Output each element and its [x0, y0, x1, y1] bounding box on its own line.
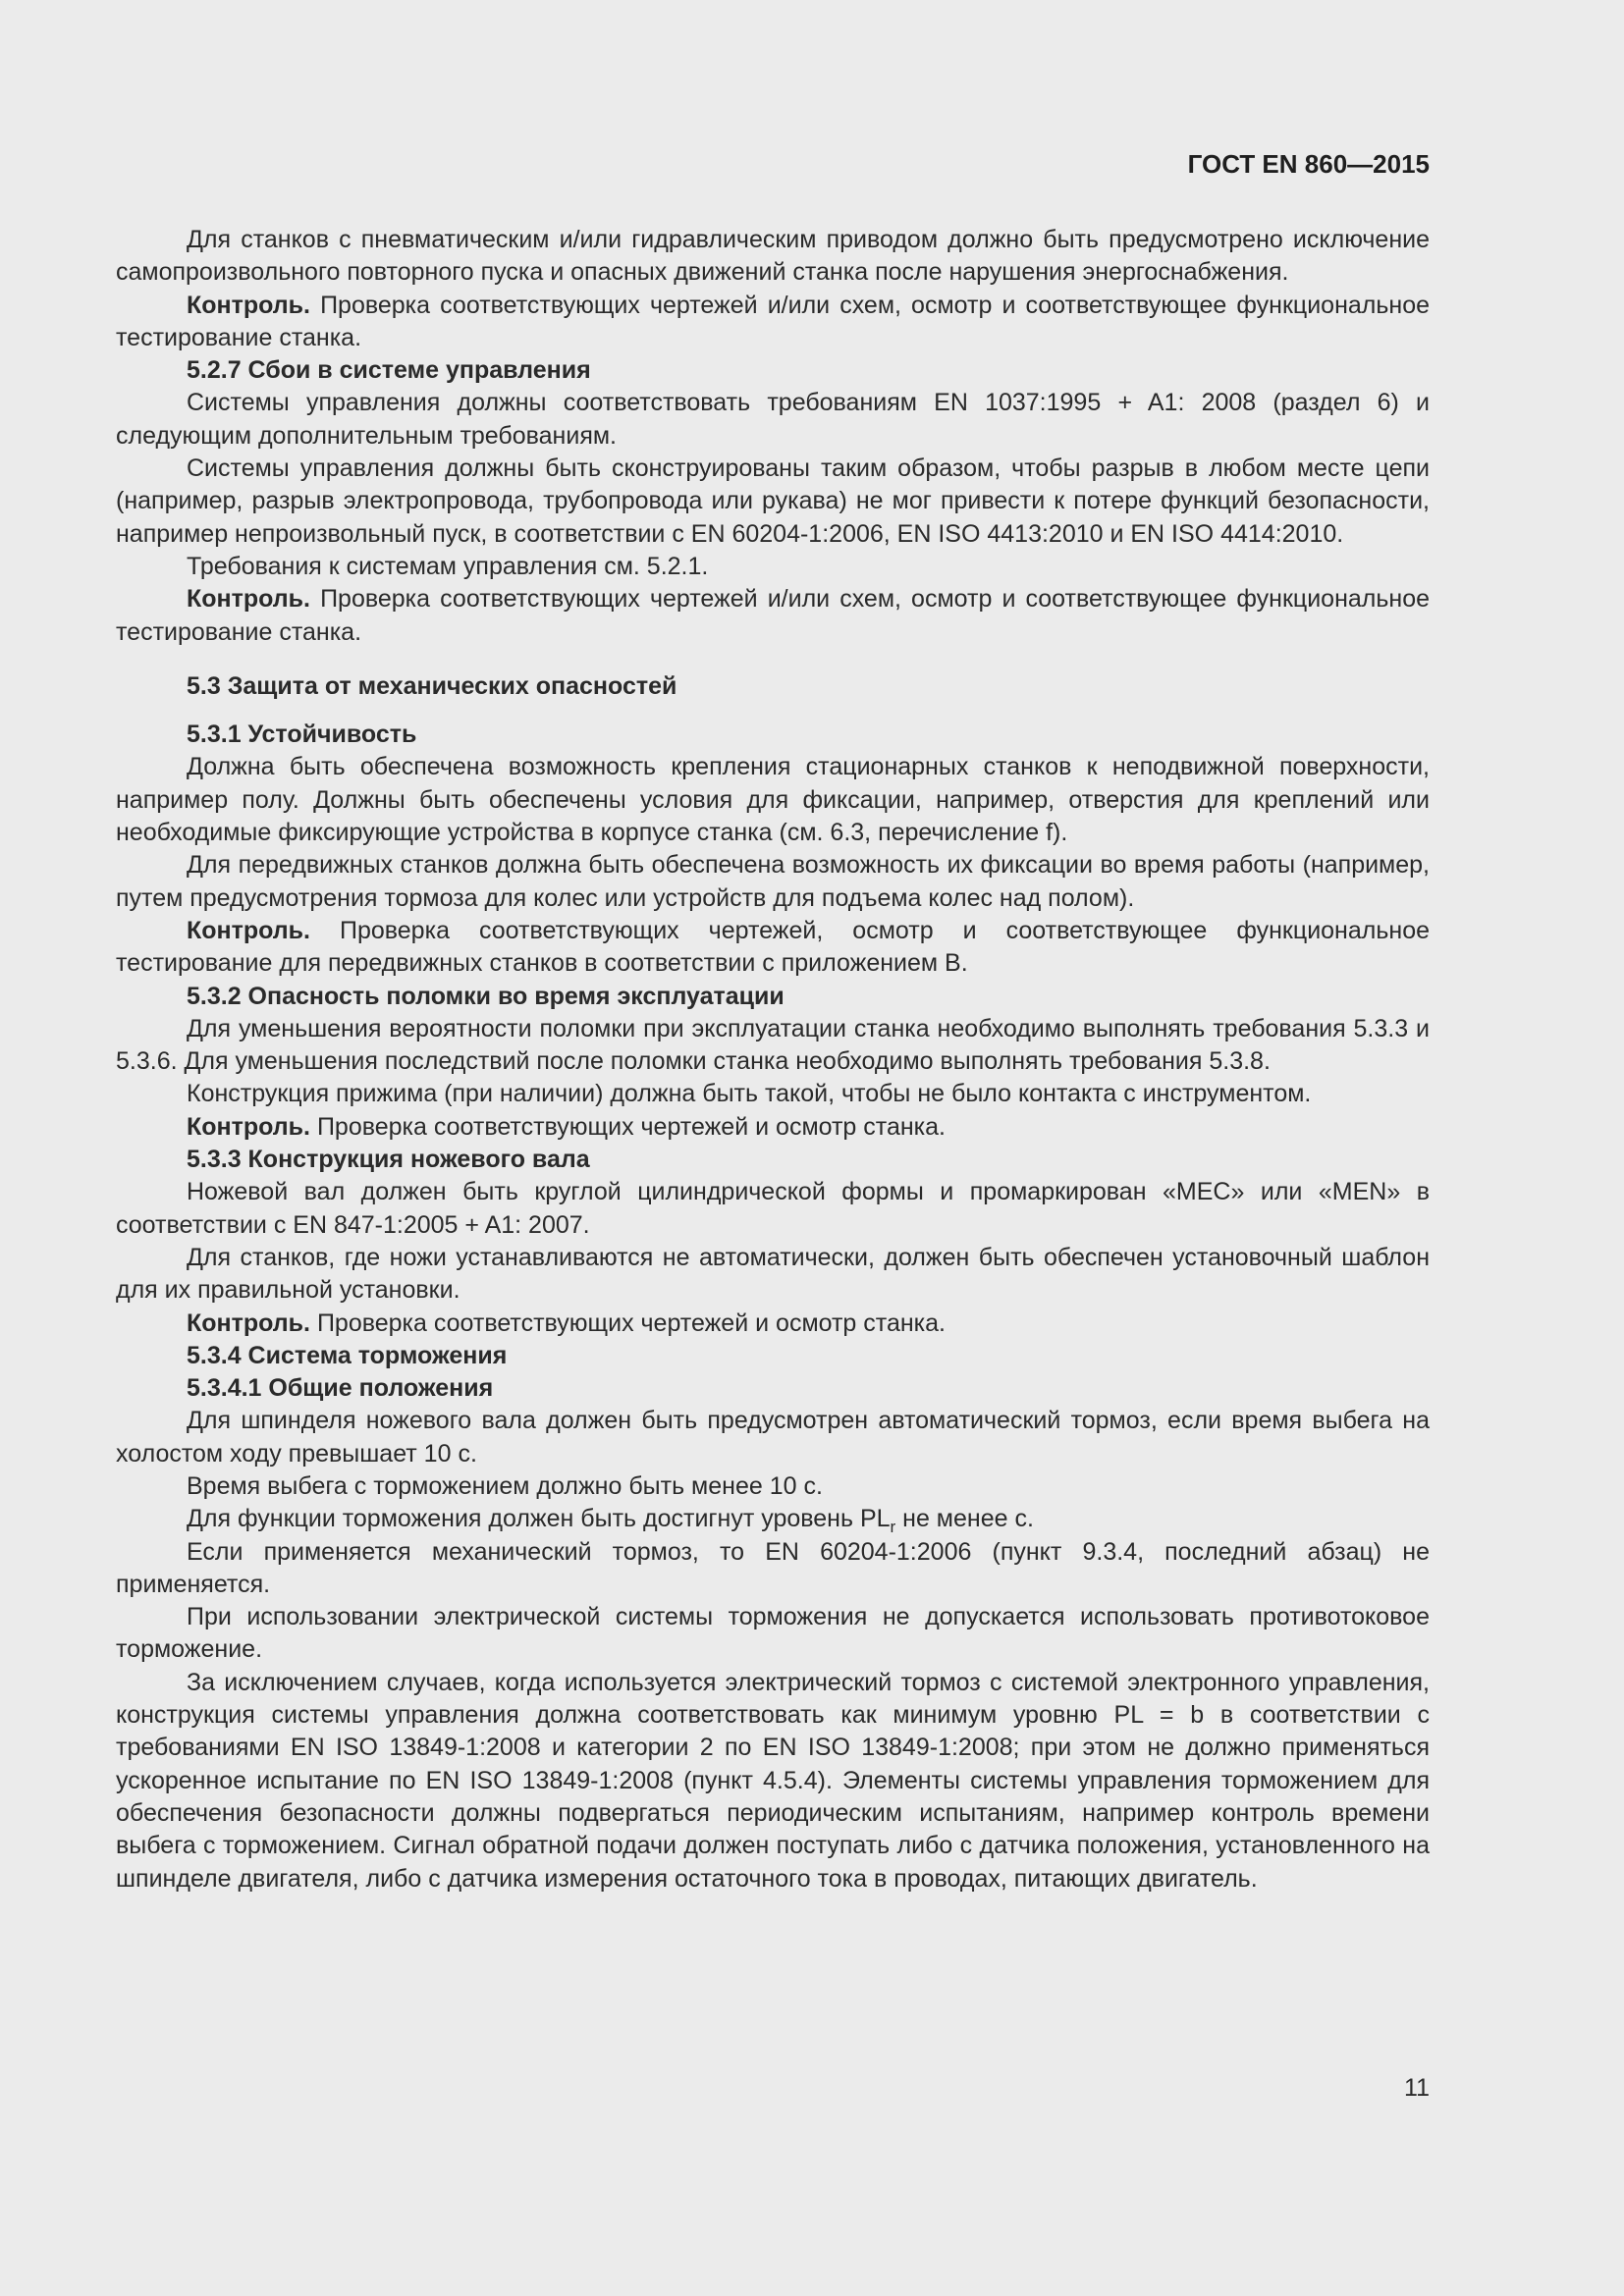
section-heading-5-3-1: 5.3.1 Устойчивость	[187, 721, 417, 749]
paragraph: Конструкция прижима (при наличии) должна быть такой, чтобы не было контакта с инструментом.	[187, 1080, 1312, 1108]
pl-subscript: r	[890, 1518, 896, 1537]
paragraph: Время выбега с торможением должно быть менее 10 с.	[187, 1471, 823, 1500]
control-label: Контроль.	[187, 585, 310, 614]
paragraph: Должна быть обеспечена возможность крепления стационарных станков к неподвижной поверхности, например полу. Должны быть обеспечены условия для фиксации, например, отверстия для креплений или необходимые фиксирующие устройства в корпусе станка (см. 6.3, перечисление f).	[116, 753, 1430, 847]
paragraph: Ножевой вал должен быть круглой цилиндрической формы и промаркирован «MEC» или «MEN» в соответствии с EN 847-1:2005 + A1: 2007.	[116, 1178, 1430, 1239]
control-text: Проверка соответствующих чертежей и осмотр станка.	[310, 1112, 946, 1141]
control-paragraph	[116, 915, 1430, 981]
control-text: Проверка соответствующих чертежей и/или схем, осмотр и соответствующее функциональное тестирование станка.	[116, 585, 1430, 646]
control-paragraph	[116, 1111, 1430, 1144]
paragraph: Для передвижных станков должна быть обеспечена возможность их фиксации во время работы (например, путем предусмотрения тормоза для колес или устройств для подъема колес над полом).	[116, 851, 1430, 912]
paragraph: Системы управления должны соответствовать требованиям EN 1037:1995 + A1: 2008 (раздел 6) и следующим дополнительным требованиям.	[116, 389, 1430, 450]
section-heading-5-3-4-1: 5.3.4.1 Общие положения	[187, 1374, 494, 1403]
paragraph: Системы управления должны быть сконструированы таким образом, чтобы разрыв в любом месте цепи (например, разрыв электропровода, трубопровода или рукава) не мог привести к потере функций безопасности, например непроизвольный пуск, в соответствии с EN 60204-1:2006, EN ISO 4413:2010 и EN ISO 4414:2010.	[116, 454, 1430, 548]
section-heading-5-3-2: 5.3.2 Опасность поломки во время эксплуатации	[187, 982, 785, 1010]
control-text: Проверка соответствующих чертежей и/или схем, осмотр и соответствующее функциональное тестирование станка.	[116, 291, 1430, 351]
control-label: Контроль.	[187, 916, 310, 944]
section-heading-5-3-3: 5.3.3 Конструкция ножевого вала	[187, 1146, 590, 1174]
section-heading-5-3: 5.3 Защита от механических опасностей	[187, 671, 677, 700]
paragraph: Для станков, где ножи устанавливаются не автоматически, должен быть обеспечен установочный шаблон для их правильной установки.	[116, 1243, 1430, 1305]
page-number: 11	[1404, 2074, 1430, 2102]
section-heading-5-3-4: 5.3.4 Система торможения	[187, 1341, 508, 1369]
control-label: Контроль.	[187, 1308, 310, 1337]
paragraph: Для станков с пневматическим и/или гидравлическим приводом должно быть предусмотрено исключение самопроизвольного повторного пуска и опасных движений станка после нарушения энергоснабжения.	[116, 226, 1430, 287]
control-label: Контроль.	[187, 1112, 310, 1141]
paragraph: Если применяется механический тормоз, то EN 60204-1:2006 (пункт 9.3.4, последний абзац) не применяется.	[116, 1537, 1430, 1598]
section-heading-5-2-7: 5.2.7 Сбои в системе управления	[187, 356, 591, 385]
paragraph: Требования к системам управления см. 5.2.1.	[187, 552, 709, 580]
control-paragraph	[116, 583, 1430, 649]
pl-text-after: не менее c.	[895, 1505, 1034, 1533]
paragraph: Для уменьшения вероятности поломки при эксплуатации станка необходимо выполнять требования 5.3.3 и 5.3.6. Для уменьшения последствий после поломки станка необходимо выполнять требования 5.3.8.	[116, 1014, 1430, 1076]
document-code: ГОСТ EN 860—2015	[1187, 149, 1430, 179]
paragraph: За исключением случаев, когда используется электрический тормоз с системой электронного управления, конструкция системы управления должна соответствовать как минимум уровню PL = b в соответствии с требованиями EN ISO 13849-1:2008 и категории 2 по EN ISO 13849-1:2008; при этом не должно применяться ускоренное испытание по EN ISO 13849-1:2008 (пункт 4.5.4). Элементы системы управления торможением для обеспечения безопасности должны подвергаться периодическим испытаниям, например контроль времени выбега с торможением. Сигнал обратной подачи должен поступать либо с датчика положения, установленного на шпинделе двигателя, либо с датчика измерения остаточного тока в проводах, питающих двигатель.	[116, 1668, 1430, 1893]
paragraph: Для шпинделя ножевого вала должен быть предусмотрен автоматический тормоз, если время выбега на холостом ходу превышает 10 с.	[116, 1407, 1430, 1468]
control-text: Проверка соответствующих чертежей и осмотр станка.	[310, 1308, 946, 1337]
paragraph: При использовании электрической системы торможения не допускается использовать противотоковое торможение.	[116, 1603, 1430, 1664]
control-paragraph	[116, 290, 1430, 355]
control-paragraph	[116, 1308, 1430, 1340]
control-text: Проверка соответствующих чертежей, осмотр и соответствующее функциональное тестирование для передвижных станков в соответствии с приложением B.	[116, 916, 1430, 978]
document-body	[116, 224, 1430, 1896]
pl-text-before: Для функции торможения должен быть достигнут уровень PL	[187, 1505, 891, 1533]
paragraph-pl-level	[116, 1503, 1430, 1535]
control-label: Контроль.	[187, 291, 310, 319]
